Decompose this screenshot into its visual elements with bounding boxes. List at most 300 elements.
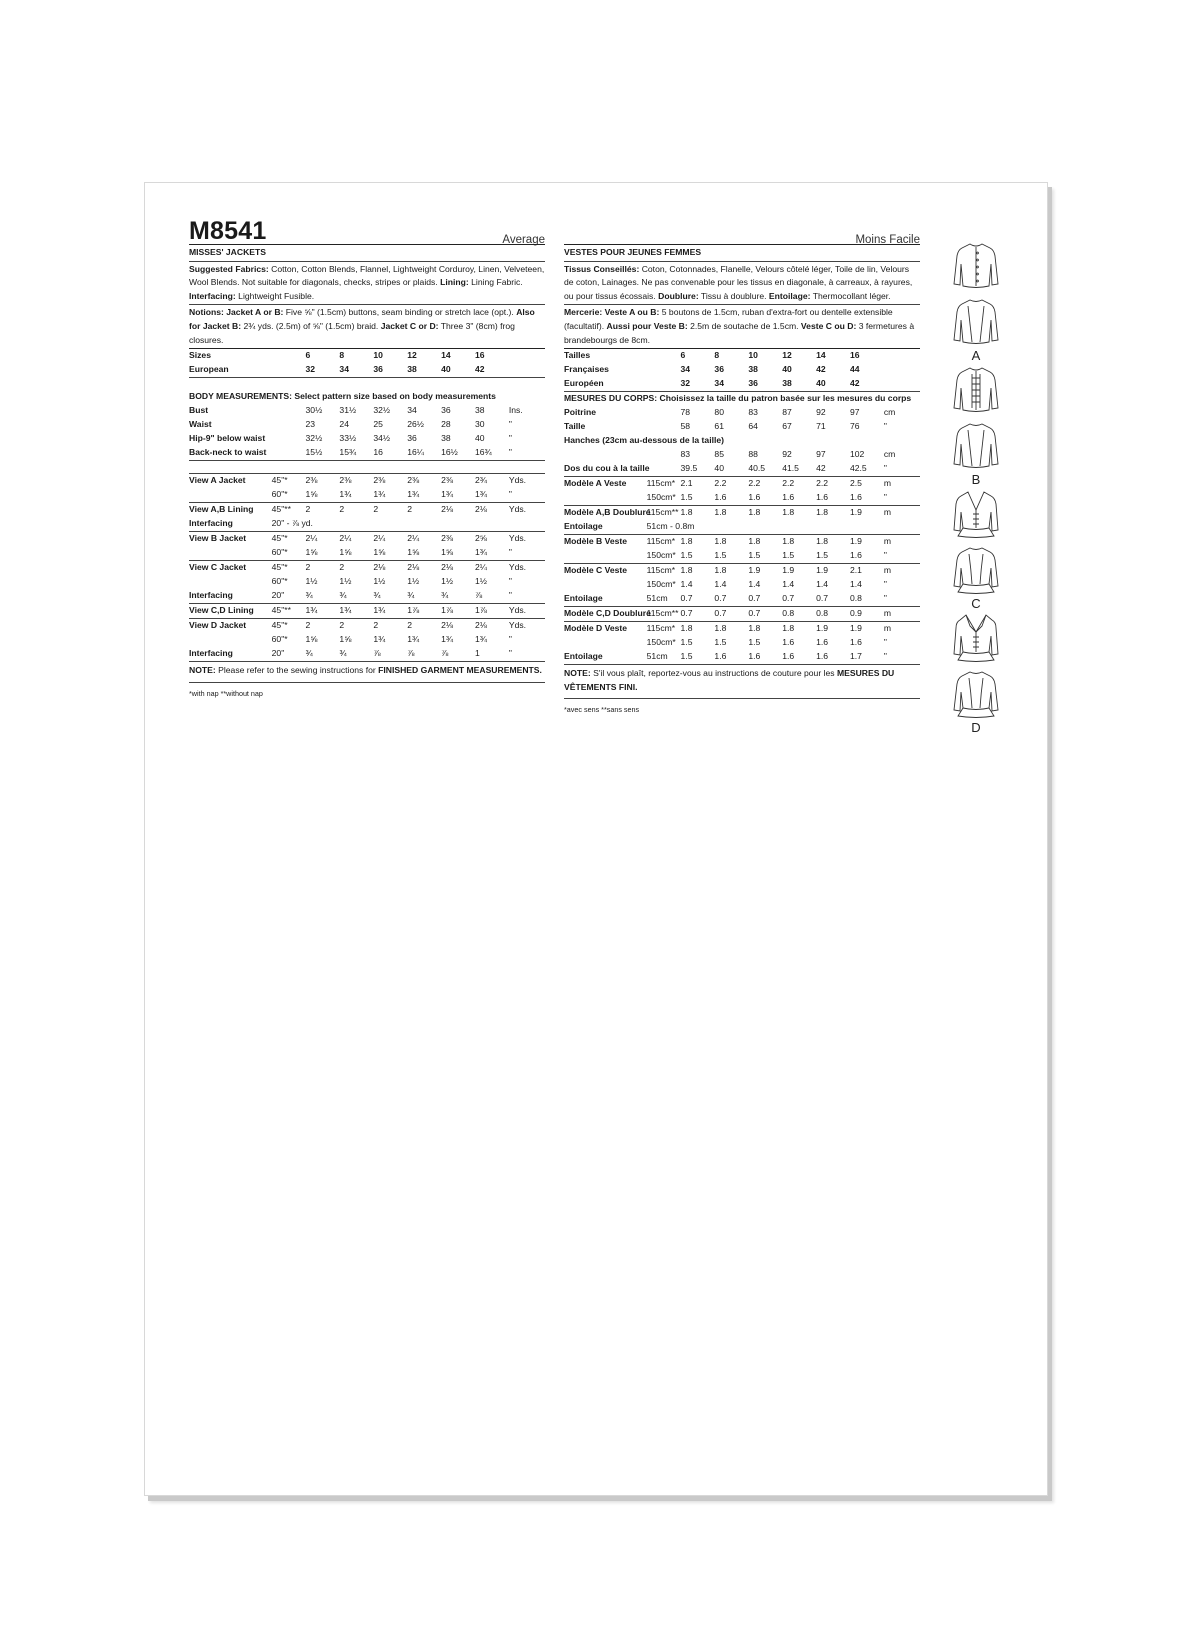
table-cell: ": [509, 589, 545, 604]
table-cell: [647, 377, 681, 392]
spacer-cell: [189, 461, 545, 474]
table-cell: 78: [680, 407, 691, 418]
table-cell: 38: [407, 363, 441, 378]
table-row: [564, 607, 920, 622]
table-cell: ": [884, 592, 920, 607]
table-cell: 1.8: [782, 507, 795, 518]
table-cell: 1⅝: [441, 546, 475, 561]
table-cell: 45"**: [272, 604, 306, 619]
table-cell: 2.2: [816, 478, 829, 489]
table-cell: 0.8: [782, 607, 816, 622]
table-row: [189, 503, 545, 518]
table-cell: 0.8: [850, 592, 884, 607]
table-cell: 32½: [305, 433, 323, 444]
table-cell: 1.9: [849, 507, 862, 518]
row-label: [189, 546, 272, 561]
table-cell: ¾: [339, 647, 373, 662]
table-cell: Yds.: [508, 533, 527, 544]
table-cell: 1.5: [782, 549, 816, 564]
table-row: [564, 377, 920, 392]
table-cell: 1.4: [748, 579, 761, 590]
table-cell: 92: [816, 407, 826, 418]
table-cell: 2: [305, 562, 311, 573]
row-label: View A,B Lining: [189, 504, 254, 515]
table-cell: 51cm: [647, 650, 681, 665]
table-cell: 1⅝: [407, 546, 441, 561]
table-cell: 10: [373, 350, 383, 361]
table-cell: 1.6: [782, 637, 795, 648]
table-cell: 150cm*: [647, 549, 681, 564]
table-cell: 1.8: [748, 536, 761, 547]
table-cell: 1⅝: [339, 634, 352, 645]
table-cell: 60"*: [271, 576, 288, 587]
table-cell: 1⅝: [305, 634, 318, 645]
table-cell: 1¾: [339, 488, 373, 503]
table-row: [189, 589, 545, 604]
table-cell: [647, 349, 681, 363]
table-cell: 36: [714, 364, 724, 375]
table-cell: Yds.: [508, 620, 527, 631]
row-label: Modèle A Veste: [564, 478, 627, 489]
row-label: Modèle A,B Doublure: [564, 507, 651, 518]
row-label: [189, 488, 272, 503]
table-cell: 39.5: [681, 462, 715, 477]
table-cell: [407, 517, 441, 532]
table-row: [189, 363, 545, 378]
row-label: [564, 636, 647, 650]
table-cell: 1.5: [748, 637, 761, 648]
table-row: [564, 363, 920, 377]
table-cell: 36: [407, 433, 417, 444]
table-cell: ¾: [306, 589, 340, 604]
table-cell: 8: [339, 350, 345, 361]
table-cell: 115cm*: [646, 478, 676, 489]
row-label: [189, 633, 272, 647]
table-cell: 1¾: [339, 604, 373, 619]
table-cell: [647, 448, 681, 462]
table-cell: 2⅛: [474, 504, 487, 515]
table-cell: ": [884, 491, 920, 506]
table-cell: 26½: [407, 419, 424, 430]
row-label: Dos du cou à la taille: [564, 462, 647, 477]
table-cell: [272, 432, 306, 446]
table-cell: 2¼: [474, 562, 487, 573]
table-cell: 2⅛: [441, 562, 454, 573]
table-cell: 2⅜: [305, 475, 318, 486]
table-cell: 34: [680, 364, 691, 375]
table-cell: 40: [474, 433, 485, 444]
table-cell: ": [509, 546, 545, 561]
table-cell: ¾: [373, 589, 407, 604]
jacket-d-front-sketch: [944, 612, 1008, 664]
row-label: Interfacing: [189, 647, 272, 662]
table-row: [564, 636, 920, 650]
table-cell: [647, 363, 681, 377]
table-cell: Yds.: [508, 562, 527, 573]
table-cell: 1½: [407, 576, 420, 587]
table-cell: 1⅝: [339, 546, 373, 561]
table-cell: 20": [272, 589, 306, 604]
table-cell: 61: [714, 421, 724, 432]
table-cell: 71: [816, 421, 826, 432]
english-footnote: *with nap **without nap: [189, 688, 263, 698]
spacer-row: [189, 461, 545, 474]
table-cell: 40: [816, 377, 850, 392]
table-cell: 88: [748, 449, 758, 460]
table-cell: 31½: [339, 405, 357, 416]
table-cell: 1⅞: [441, 604, 475, 619]
table-cell: ¾: [306, 647, 340, 662]
body-measurements-heading-text: BODY MEASUREMENTS: Select pattern size based on body measurements: [189, 391, 496, 402]
table-cell: 32: [681, 377, 715, 392]
table-cell: 16½: [441, 446, 475, 461]
table-cell: 2.2: [782, 478, 795, 489]
table-cell: 1.9: [816, 623, 829, 634]
table-cell: 30½: [305, 405, 323, 416]
table-cell: 1.5: [680, 637, 693, 648]
table-cell: ⅞: [373, 647, 407, 662]
difficulty-fr: Moins Facile: [855, 234, 920, 246]
row-label: European: [189, 363, 272, 378]
spacer-cell: [189, 378, 545, 391]
table-cell: 45"*: [271, 620, 288, 631]
table-cell: 83: [748, 407, 758, 418]
row-label: [564, 549, 647, 564]
table-cell: 2¾: [474, 475, 487, 486]
table-cell: 1.5: [748, 549, 782, 564]
table-cell: 40: [441, 363, 475, 378]
table-cell: 1.9: [849, 623, 862, 634]
table-cell: [647, 420, 681, 434]
jacket-b-front-sketch: [944, 364, 1008, 416]
table-cell: 115cm*: [646, 565, 676, 576]
row-label: Poitrine: [564, 407, 596, 418]
jacket-b-back-sketch: [944, 420, 1008, 472]
difficulty-en: Average: [502, 234, 545, 246]
view-label-c: C: [971, 596, 981, 611]
table-cell: [647, 462, 681, 477]
table-cell: 1.9: [816, 565, 829, 576]
table-row: [564, 462, 920, 477]
table-cell: ⅞: [441, 647, 475, 662]
table-cell: 38: [441, 433, 451, 444]
table-cell: 16: [849, 350, 860, 361]
table-cell: 60"*: [272, 488, 306, 503]
table-cell: 1.5: [681, 491, 715, 506]
jacket-c-back-sketch: [944, 544, 1008, 596]
table-cell: [850, 520, 884, 535]
table-cell: 2⅜: [339, 475, 352, 486]
table-cell: 2: [339, 562, 345, 573]
table-cell: 1.5: [816, 549, 850, 564]
row-label: Sizes: [189, 350, 211, 361]
table-cell: 150cm*: [646, 579, 676, 590]
english-size-tables: [189, 349, 545, 662]
table-cell: 60"*: [271, 634, 288, 645]
table-cell: 150cm*: [647, 491, 681, 506]
column-header-rule: [564, 228, 920, 245]
table-cell: 1.9: [782, 565, 795, 576]
table-row: [189, 575, 545, 589]
row-label: Hip-9" below waist: [189, 433, 266, 444]
table-cell: 1.9: [849, 536, 862, 547]
french-note: NOTE: S'il vous plaît, reportez-vous au instructions de couture pour les MESURES DU VÊTEMENTS FINI.: [564, 665, 920, 699]
english-note: NOTE: Please refer to the sewing instructions for FINISHED GARMENT MEASUREMENTS.: [189, 662, 545, 683]
table-cell: Yds.: [508, 475, 527, 486]
table-cell: 1¾: [306, 604, 340, 619]
table-cell: m: [883, 565, 892, 576]
table-cell: 1¾: [441, 488, 475, 503]
table-cell: 44: [849, 364, 860, 375]
table-row: [189, 404, 545, 418]
table-cell: 1.8: [714, 623, 727, 634]
table-cell: 6: [305, 350, 311, 361]
table-cell: 1.8: [816, 507, 829, 518]
table-cell: ¾: [441, 589, 475, 604]
table-cell: 2: [373, 504, 379, 515]
table-row: [564, 491, 920, 506]
table-row: [564, 420, 920, 434]
column-header-rule: [189, 228, 545, 245]
hip-measurement-label-text: Hanches (23cm au-dessous de la taille): [564, 435, 724, 446]
row-label: Modèle C Veste: [564, 565, 628, 576]
table-cell: 2¼: [407, 533, 420, 544]
pattern-number: M8541: [189, 217, 267, 245]
table-cell: 1¾: [373, 604, 407, 619]
table-row: [564, 549, 920, 564]
table-cell: [884, 377, 920, 392]
view-label-a: A: [971, 348, 981, 363]
table-cell: [272, 446, 306, 461]
table-cell: 16¼: [407, 446, 441, 461]
table-cell: ": [884, 650, 920, 665]
row-label: Taille: [564, 421, 586, 432]
table-cell: 1.8: [714, 536, 727, 547]
table-cell: 42.5: [850, 462, 884, 477]
table-cell: 30: [474, 419, 485, 430]
table-cell: 10: [748, 350, 758, 361]
table-cell: 1¾: [407, 634, 420, 645]
table-cell: 1.8: [816, 536, 829, 547]
table-row: [189, 517, 545, 532]
row-label: View C Jacket: [189, 562, 247, 573]
table-cell: [884, 349, 920, 363]
table-cell: 2: [407, 504, 412, 515]
table-cell: m: [884, 607, 920, 622]
table-cell: 51cm: [647, 592, 681, 607]
table-cell: ": [509, 446, 545, 461]
table-cell: 12: [782, 350, 792, 361]
table-cell: [272, 363, 306, 378]
row-label: Back-neck to waist: [189, 446, 272, 461]
table-cell: ⅞: [407, 647, 441, 662]
jacket-d-back-sketch: [944, 668, 1008, 720]
row-label: [564, 491, 647, 506]
table-cell: 20" - ⅞ yd.: [272, 517, 306, 532]
table-cell: 1: [475, 647, 509, 662]
table-cell: 34: [339, 363, 373, 378]
body-measurements-heading: [564, 392, 920, 407]
table-cell: 2: [339, 504, 345, 515]
table-cell: 97: [816, 449, 826, 460]
row-label: Entoilage: [564, 520, 647, 535]
table-cell: [714, 520, 748, 535]
table-cell: ": [883, 421, 887, 432]
table-row: [564, 477, 920, 492]
table-row: [189, 546, 545, 561]
table-cell: ⅞: [475, 589, 509, 604]
table-row: [189, 561, 545, 576]
table-cell: 1⅝: [306, 546, 340, 561]
table-cell: 36: [373, 363, 407, 378]
table-cell: 1.4: [782, 579, 795, 590]
english-title: MISSES' JACKETS: [189, 245, 545, 262]
table-cell: 2.1: [680, 478, 693, 489]
table-cell: cm: [883, 449, 896, 460]
table-cell: 1½: [339, 576, 352, 587]
table-cell: 42: [850, 377, 884, 392]
table-cell: 1.8: [714, 565, 727, 576]
english-measurement-table: [189, 349, 545, 662]
table-cell: 34: [407, 405, 417, 416]
table-cell: 1.6: [714, 491, 748, 506]
table-row: [189, 604, 545, 619]
row-label: Entoilage: [564, 592, 647, 607]
table-cell: 2: [339, 620, 345, 631]
table-cell: 2¼: [373, 533, 386, 544]
table-cell: ": [509, 647, 545, 662]
table-cell: [748, 520, 782, 535]
row-label: [189, 575, 272, 589]
body-measurements-heading: [189, 390, 545, 404]
row-label: Tailles: [564, 350, 591, 361]
table-row: [189, 532, 545, 547]
table-row: [564, 578, 920, 592]
table-cell: 92: [782, 449, 792, 460]
row-label: Interfacing: [189, 589, 272, 604]
body-measurements-heading-text: MESURES DU CORPS: Choisissez la taille du patron basée sur les mesures du corps: [564, 393, 912, 404]
table-row: [189, 349, 545, 363]
english-column: [189, 228, 545, 700]
row-label: View A Jacket: [189, 475, 246, 486]
table-cell: 102: [849, 449, 865, 460]
jacket-a-back-sketch: [944, 296, 1008, 348]
table-cell: 1.4: [849, 579, 862, 590]
table-cell: 28: [441, 419, 451, 430]
table-cell: 0.8: [816, 607, 850, 622]
table-row: [189, 432, 545, 446]
table-cell: 2⅜: [373, 475, 386, 486]
table-cell: [373, 517, 407, 532]
table-cell: 41.5: [782, 462, 816, 477]
table-cell: m: [883, 536, 892, 547]
table-cell: 1.8: [748, 507, 761, 518]
table-cell: 0.7: [816, 592, 850, 607]
table-cell: ¾: [339, 589, 373, 604]
row-label: [564, 448, 647, 462]
table-row: [189, 619, 545, 634]
table-cell: 45"*: [271, 533, 288, 544]
table-cell: 1.8: [782, 536, 795, 547]
table-cell: Yds.: [508, 504, 527, 515]
table-cell: 1.6: [816, 650, 850, 665]
table-cell: 1¾: [373, 634, 386, 645]
table-cell: 34: [714, 377, 748, 392]
table-cell: 0.7: [714, 607, 748, 622]
table-cell: Yds.: [509, 604, 545, 619]
table-cell: [509, 517, 545, 532]
table-cell: ¾: [407, 589, 441, 604]
table-cell: 1.8: [680, 507, 693, 518]
table-cell: 15½: [306, 446, 340, 461]
table-cell: 34½: [373, 433, 391, 444]
table-cell: [509, 349, 545, 363]
table-cell: 1.6: [782, 650, 816, 665]
table-cell: 115cm**: [646, 507, 679, 518]
table-cell: [884, 363, 920, 377]
hip-measurement-label: [564, 434, 920, 448]
table-cell: 42: [816, 364, 826, 375]
table-cell: 1⅞: [475, 604, 509, 619]
table-cell: [816, 520, 850, 535]
table-cell: ": [884, 549, 920, 564]
table-cell: 67: [782, 421, 792, 432]
table-cell: 83: [680, 449, 691, 460]
row-label: Européen: [564, 377, 647, 392]
table-row: [564, 650, 920, 665]
table-cell: 1⅞: [407, 604, 441, 619]
french-column: [564, 228, 920, 717]
table-row: [189, 474, 545, 489]
jacket-c-front-sketch: [944, 488, 1008, 540]
table-cell: 6: [680, 350, 686, 361]
table-cell: 16: [373, 446, 407, 461]
table-cell: 38: [748, 364, 758, 375]
table-cell: 1¾: [474, 634, 487, 645]
table-row: [189, 633, 545, 647]
table-cell: 1⅝: [306, 488, 340, 503]
table-cell: 0.7: [681, 592, 715, 607]
table-cell: 2: [305, 620, 311, 631]
table-cell: 40: [782, 364, 792, 375]
table-cell: 14: [441, 350, 451, 361]
table-cell: 76: [849, 421, 860, 432]
view-label-d: D: [971, 720, 981, 735]
table-cell: [647, 406, 681, 420]
french-size-tables: [564, 349, 920, 665]
table-cell: 2¼: [339, 533, 352, 544]
table-cell: 2.1: [849, 565, 862, 576]
table-cell: 40: [714, 462, 748, 477]
table-cell: cm: [883, 407, 896, 418]
table-row: [564, 520, 920, 535]
table-cell: ": [508, 576, 512, 587]
table-row: [189, 647, 545, 662]
table-cell: 16¾: [475, 446, 509, 461]
table-cell: 45"**: [271, 504, 291, 515]
spacer-row: [189, 378, 545, 391]
table-cell: ": [508, 634, 512, 645]
table-row: [564, 506, 920, 521]
table-cell: 36: [748, 377, 782, 392]
table-cell: 1.8: [680, 565, 693, 576]
row-label: Interfacing: [189, 517, 272, 532]
table-cell: 2⅛: [441, 504, 454, 515]
english-fabrics: Suggested Fabrics: Cotton, Cotton Blends, Flannel, Lightweight Corduroy, Linen, Velveteen, Wool Blends. Not suitable for diagonals, checks, stripes or plaids. Lining: Lining Fabric. Interfacing: Lightweight Fusible.: [189, 262, 545, 306]
table-cell: 1.6: [849, 637, 862, 648]
table-cell: 42: [816, 462, 850, 477]
table-cell: [272, 349, 306, 363]
